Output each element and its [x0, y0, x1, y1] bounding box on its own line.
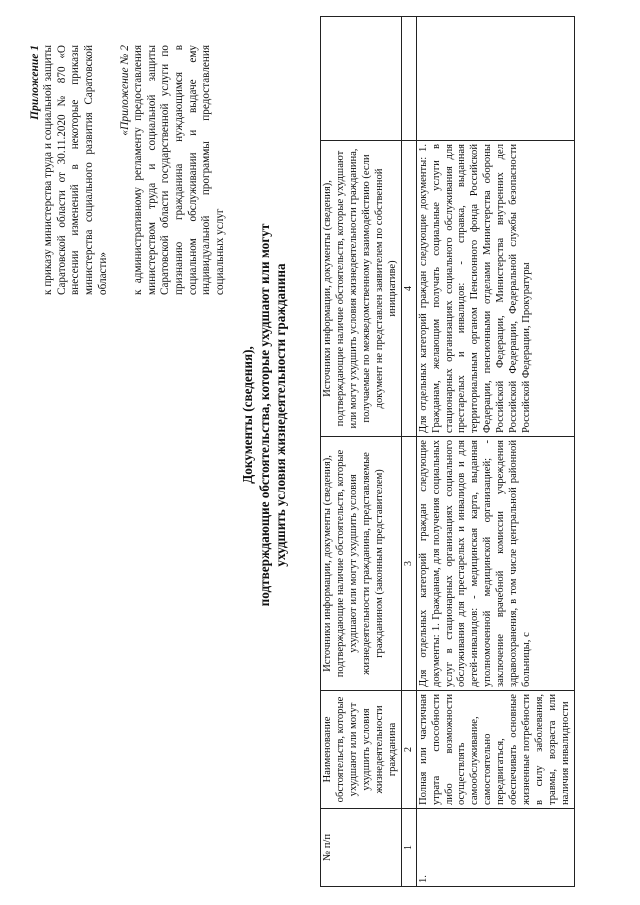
- title-line-3: ухудшить условия жизнедеятельности гражданина: [273, 263, 288, 567]
- reglament-note: [118, 45, 228, 295]
- appendix-label: Приложение 1: [29, 45, 41, 120]
- column-number-4: 4: [401, 141, 416, 437]
- header-interagency-docs: Источники информации, документы (сведения), подтверждающие наличие обстоятельств, которые ухудшают или могут ухудшить условия жизнедеятельности гражданина, получаемые по межведомственному взаимодействию (если документ не представлен заявителем по собственной инициативе): [321, 141, 402, 437]
- title-line-2: подтверждающие обстоятельства, которые ухудшают или могут: [256, 223, 272, 607]
- title-line-1: Документы (сведения),: [240, 346, 255, 484]
- header-circumstance: Наименование обстоятельств, которые ухудшают или могут ухудшить условия жизнедеятельности гражданина: [321, 691, 402, 809]
- column-number-row: [401, 17, 416, 887]
- documents-table: [320, 16, 575, 887]
- reglament-text: к административному регламенту предоставления министерством труда и социальной защиты Саратовской области государственной услуги по признанию гражданина нуждающимся в социальном обслуживании и выдаче ему индивидуальной программы предоставления социальных услуг: [132, 45, 226, 295]
- appendix-note: [28, 45, 110, 295]
- column-number-2: 2: [401, 691, 416, 809]
- row-number: 1.: [416, 809, 574, 887]
- column-number-1: 1: [401, 809, 416, 887]
- column-number-5: [401, 17, 416, 141]
- table-row: [416, 17, 574, 887]
- column-number-3: 3: [401, 437, 416, 691]
- table-header-row: [321, 17, 402, 887]
- header-extra: [321, 17, 402, 141]
- header-own-docs: Источники информации, документы (сведения), подтверждающие наличие обстоятельств, которые ухудшают или могут ухудшить условия жизнедеятельности гражданина, представляемые гражданином (законным представителем): [321, 437, 402, 691]
- row-circumstance: Полная или частичная утрата способности либо возможности осуществлять самообслуживание, самостоятельно передвигаться, обеспечивать основные жизненные потребности в силу заболевания, травмы, возраста или наличия инвалидности: [416, 691, 574, 809]
- document-title: [240, 165, 290, 665]
- row-extra: [416, 17, 574, 141]
- header-number: № п/п: [321, 809, 402, 887]
- reglament-label: «Приложение № 2: [119, 45, 131, 136]
- row-own-docs: Для отдельных категорий граждан следующие документы: 1. Гражданам, для получения социальных услуг в стационарных организациях социального обслуживания для престарелых и инвалидов и для детей-инвалидов: - медицинская карта, выданная уполномоченной медицинской организацией; - заключение врачебной комиссии учреждения здравоохранения, в том числе центральной районной больницы, с: [416, 437, 574, 691]
- row-interagency-docs: Для отдельных категорий граждан следующие документы: 1. Гражданам, желающим получать социальные услуги в стационарных организациях социального обслуживания для престарелых и инвалидов: - справка, выданная территориальным органом Пенсионного фонда Российской Федерации, пенсионными отделами Министерства обороны Российской Федерации, Министерства внутренних дел Российской Федерации, Федеральной службы безопасности Российской Федерации, Прокуратуры: [416, 141, 574, 437]
- appendix-text: к приказу министерства труда и социальной защиты Саратовской области от 30.11.2020 № 870 «О внесении изменений в некоторые приказы министерства социального развития Саратовской области»: [42, 45, 109, 295]
